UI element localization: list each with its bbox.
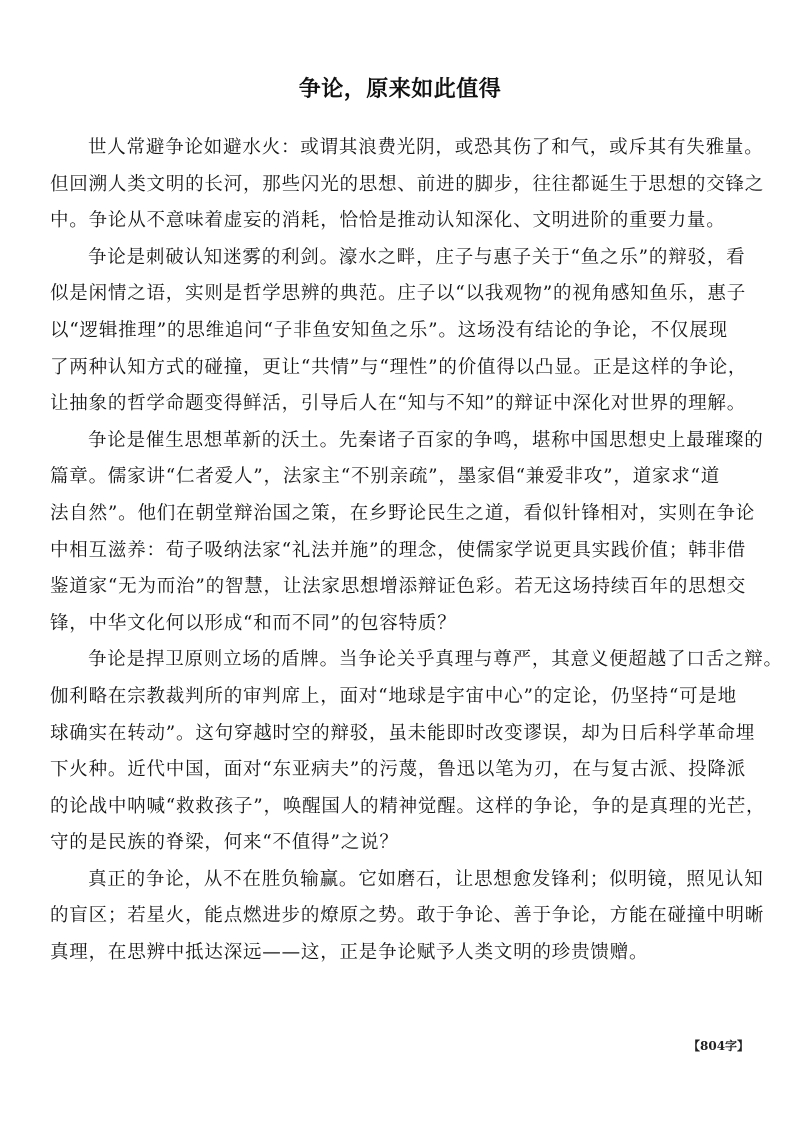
- paragraph-line: 的盲区；若星火，能点燃进步的燎原之势。敢于争论、善于争论，方能在碰撞中明晰: [50, 905, 765, 927]
- paragraph-line: 但回溯人类文明的长河，那些闪光的思想、前进的脚步，往往都诞生于思想的交锋之: [50, 173, 765, 195]
- paragraph-line: 锋，中华文化何以形成“和而不同”的包容特质？: [50, 612, 457, 634]
- paragraph-line: 真理，在思辨中抵达深远——这，正是争论赋予人类文明的珍贵馈赠。: [50, 942, 649, 964]
- paragraph-line: 球确实在转动”。这句穿越时空的辩驳，虽未能即时改变谬误，却为日后科学革命埋: [50, 722, 756, 744]
- article-body: [50, 130, 783, 972]
- paragraph-line: 中相互滋养：荀子吸纳法家“礼法并施”的理念，使儒家学说更具实践价值；韩非借: [50, 539, 747, 561]
- paragraph-line: 篇章。儒家讲“仁者爱人”，法家主“不别亲疏”，墨家倡“兼爱非攻”，道家求“道: [50, 466, 721, 488]
- paragraph-line: 争论是刺破认知迷雾的利剑。濠水之畔，庄子与惠子关于“鱼之乐”的辩驳，看: [88, 246, 746, 268]
- paragraph-line: 争论是捍卫原则立场的盾牌。当争论关乎真理与尊严，其意义便超越了口舌之辩。: [88, 649, 783, 671]
- paragraph-line: 了两种认知方式的碰撞，更让“共情”与“理性”的价值得以凸显。正是这样的争论，: [50, 356, 748, 378]
- paragraph-5: [50, 862, 765, 972]
- paragraph-line: 争论是催生思想革新的沃土。先秦诸子百家的争鸣，堪称中国思想史上最璀璨的: [88, 429, 764, 451]
- paragraph-line: 鉴道家“无为而治”的智慧，让法家思想增添辩证色彩。若无这场持续百年的思想交: [50, 576, 747, 598]
- word-count-label: 【804字】: [688, 1039, 750, 1053]
- paragraph-line: 的论战中呐喊“救救孩子”，唤醒国人的精神觉醒。这样的争论，争的是真理的光芒，: [50, 795, 766, 817]
- paragraph-2: [50, 240, 750, 423]
- paragraph-1: [50, 130, 765, 240]
- paragraph-line: 守的是民族的脊梁，何来“不值得”之说？: [50, 832, 399, 854]
- page-title: 争论，原来如此值得: [298, 77, 502, 102]
- paragraph-line: 中。争论从不意味着虚妄的消耗，恰恰是推动认知深化、文明进阶的重要力量。: [50, 210, 726, 232]
- paragraph-line: 真正的争论，从不在胜负输赢。它如磨石，让思想愈发锋利；似明镜，照见认知: [88, 868, 764, 890]
- paragraph-line: 世人常避争论如避水火：或谓其浪费光阴，或恐其伤了和气，或斥其有失雅量。: [88, 137, 764, 158]
- paragraph-line: 以“逻辑推理”的思维追问“子非鱼安知鱼之乐”。这场没有结论的争论，不仅展现: [50, 319, 728, 341]
- paragraph-line: 让抽象的哲学命题变得鲜活，引导后人在“知与不知”的辩证中深化对世界的理解。: [50, 393, 747, 415]
- paragraph-line: 似是闲情之语，实则是哲学思辨的典范。庄子以“以我观物”的视角感知鱼乐，惠子: [50, 283, 747, 305]
- paragraph-3: [50, 423, 764, 643]
- paragraph-line: 伽利略在宗教裁判所的审判席上，面对“地球是宇宙中心”的定论，仍坚持“可是地: [50, 685, 737, 707]
- paragraph-4: [50, 642, 783, 862]
- paragraph-line: 下火种。近代中国，面对“东亚病夫”的污蔑，鲁迅以笔为刃，在与复古派、投降派: [50, 759, 747, 781]
- paragraph-line: 法自然”。他们在朝堂辩治国之策，在乡野论民生之道，看似针锋相对，实则在争论: [50, 502, 756, 524]
